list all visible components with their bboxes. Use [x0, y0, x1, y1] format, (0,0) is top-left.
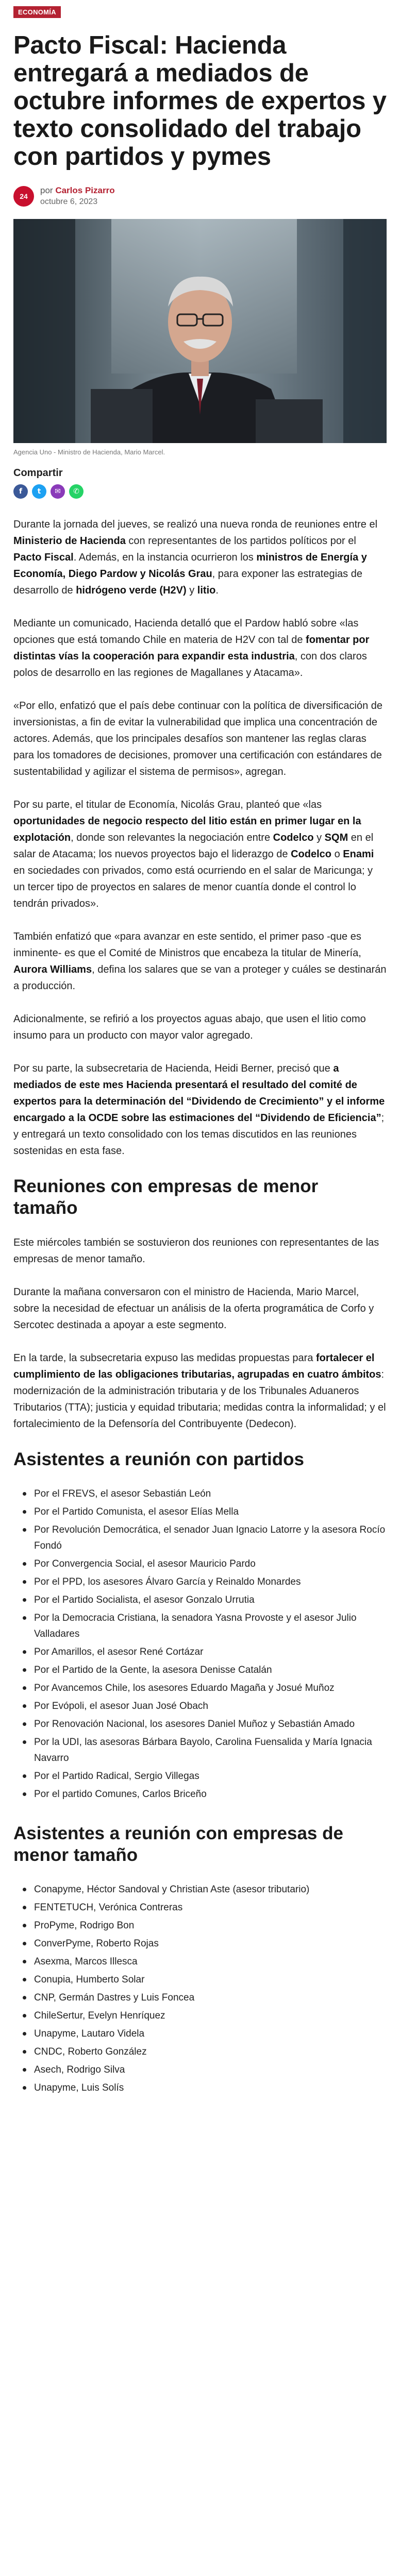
list-item: Por la UDI, las asesoras Bárbara Bayolo, Carolina Fuensalida y María Ignacia Navarro	[13, 1734, 387, 1766]
bold-text: Codelco	[291, 849, 332, 860]
bold-text: oportunidades de negocio respecto del litio están en primer lugar en la explotación	[13, 816, 361, 843]
minister-photo-illustration	[13, 219, 387, 443]
list-item: ChileSertur, Evelyn Henríquez	[13, 2008, 387, 2024]
text-run: Este miércoles también se sostuvieron dos reuniones con representantes de las empresas de menor tamaño.	[13, 1237, 379, 1265]
list-item: Por el Partido Socialista, el asesor Gonzalo Urrutia	[13, 1592, 387, 1608]
attendees-empresas-list	[13, 1882, 387, 2096]
text-run: : modernización de la administración tributaria y de los Tribunales Aduaneros Tributarios (TTA); justicia y equidad tributaria; medidas contra la informalidad; y el fortalecimiento de la Defensoría del Contribuyente (Dedecon).	[13, 1369, 386, 1430]
byline-prefix: por	[40, 185, 53, 195]
paragraph	[13, 928, 387, 994]
facebook-icon[interactable]: f	[13, 484, 28, 499]
text-run: o	[331, 849, 343, 860]
text-run: También enfatizó que «para avanzar en este sentido, el primer paso -que es inminente- es que el Comité de Ministros que encabeza la titular de Minería,	[13, 931, 361, 959]
paragraph	[13, 1350, 387, 1432]
paragraph	[13, 1060, 387, 1159]
text-run: Adicionalmente, se refirió a los proyectos aguas abajo, que usen el litio como insumo para un producto con mayor valor agregado.	[13, 1013, 366, 1041]
attendees-partidos-list	[13, 1486, 387, 1802]
paragraph	[13, 1284, 387, 1333]
text-run: en el salar de Atacama; los nuevos proyectos bajo el liderazgo de	[13, 832, 374, 860]
paragraph	[13, 1011, 387, 1044]
list-item: Unapyme, Luis Solís	[13, 2080, 387, 2096]
list-item: Conupia, Humberto Solar	[13, 1972, 387, 1988]
list-item: Por Convergencia Social, el asesor Mauricio Pardo	[13, 1556, 387, 1572]
list-item: Asech, Rodrigo Silva	[13, 2062, 387, 2078]
list-item: Por la Democracia Cristiana, la senadora Yasna Provoste y el asesor Julio Valladares	[13, 1610, 387, 1642]
list-item: ConverPyme, Roberto Rojas	[13, 1936, 387, 1952]
bold-text: Codelco	[273, 832, 314, 843]
list-item: Por el partido Comunes, Carlos Briceño	[13, 1786, 387, 1802]
section-heading-menor-tamano: Reuniones con empresas de menor tamaño	[13, 1176, 319, 1218]
list-item: Unapyme, Lautaro Videla	[13, 2026, 387, 2042]
article-title: Pacto Fiscal: Hacienda entregará a mediados de octubre informes de expertos y texto consolidado del trabajo con partidos y pymes	[13, 31, 387, 171]
bold-text: fortalecer el cumplimiento de las obligaciones tributarias, agrupadas en cuatro ámbitos	[13, 1352, 381, 1380]
author-link[interactable]: Carlos Pizarro	[55, 185, 115, 195]
list-item: Por Evópoli, el asesor Juan José Obach	[13, 1698, 387, 1714]
text-run: y	[313, 832, 325, 843]
list-item: Por Revolución Democrática, el senador Juan Ignacio Latorre y la asesora Rocío Fondó	[13, 1522, 387, 1554]
list-item: CNP, Germán Dastres y Luis Foncea	[13, 1990, 387, 2006]
bold-text: Pacto Fiscal	[13, 552, 74, 563]
text-run: , para exponer las estrategias de desarrollo de	[13, 568, 362, 596]
bold-text: Enami	[343, 849, 374, 860]
bold-text: a mediados de este mes Hacienda presentará el resultado del comité de expertos para la determinación del “Dividendo de Crecimiento” y el informe encargado a la OCDE sobre las estimaciones del “Dividendo de Eficiencia”	[13, 1063, 385, 1124]
text-run: En la tarde, la subsecretaria expuso las medidas propuestas para	[13, 1352, 316, 1364]
list-item: Por el Partido Radical, Sergio Villegas	[13, 1768, 387, 1784]
list-item: Por Amarillos, el asesor René Cortázar	[13, 1644, 387, 1660]
text-run: Durante la mañana conversaron con el ministro de Hacienda, Mario Marcel, sobre la necesidad de efectuar un análisis de la oferta programática de Corfo y Sercotec destinada a apoyar a este segmento.	[13, 1286, 374, 1331]
byline-text	[40, 185, 115, 208]
photo-caption: Agencia Uno - Ministro de Hacienda, Mario Marcel.	[13, 448, 165, 456]
text-run: «Por ello, enfatizó que el país debe continuar con la política de diversificación de inversionistas, a fin de evitar la vulnerabilidad que implica una concentración de actores. Además, que los principales desafíos son mantener las reglas claras para los tomadores de decisiones, promover una certificación con estándares de sustentabilidad y agilizar el sistema de permisos», agregan.	[13, 700, 383, 777]
paragraph	[13, 1234, 387, 1267]
text-run: Mediante un comunicado, Hacienda detalló que el Pardow habló sobre «las opciones que está tomando Chile en materia de H2V con tal de	[13, 618, 359, 646]
bold-text: fomentar por distintas vías la cooperación para expandir esta industria	[13, 634, 370, 662]
text-run: en sociedades con privados, como está ocurriendo en el salar de Maricunga; y un tercer tipo de proyectos en salares de menor cuantía donde el control lo tendrán privados».	[13, 865, 373, 909]
text-run: Por su parte, la subsecretaria de Hacienda, Heidi Berner, precisó que	[13, 1063, 334, 1074]
list-item: ProPyme, Rodrigo Bon	[13, 1918, 387, 1934]
list-item: Por el Partido de la Gente, la asesora Denisse Catalán	[13, 1662, 387, 1678]
text-run: Durante la jornada del jueves, se realizó una nueva ronda de reuniones entre el	[13, 519, 378, 530]
text-run: . Además, en la instancia ocurrieron los	[73, 552, 257, 563]
list-item: Por el PPD, los asesores Álvaro García y Reinaldo Monardes	[13, 1574, 387, 1590]
bold-text: hidrógeno verde (H2V)	[76, 585, 187, 596]
text-run: y	[186, 585, 197, 596]
email-icon[interactable]: ✉	[51, 484, 65, 499]
paragraph	[13, 516, 387, 599]
list-item: FENTETUCH, Verónica Contreras	[13, 1900, 387, 1916]
twitter-icon[interactable]: t	[32, 484, 46, 499]
section-heading-empresas: Asistentes a reunión con empresas de menor tamaño	[13, 1823, 343, 1865]
section-menor-tamano-body	[13, 1234, 387, 1432]
list-item: Conapyme, Héctor Sandoval y Christian Aste (asesor tributario)	[13, 1882, 387, 1897]
text-run: con representantes de los partidos políticos por el	[125, 535, 356, 547]
category-badge[interactable]: ECONOMÍA	[13, 6, 61, 18]
paragraph	[13, 796, 387, 912]
publish-date: octubre 6, 2023	[40, 197, 98, 206]
paragraph	[13, 615, 387, 681]
list-item: Por el Partido Comunista, el asesor Elías Mella	[13, 1504, 387, 1520]
article-body	[13, 516, 387, 1159]
whatsapp-icon[interactable]: ✆	[69, 484, 84, 499]
bold-text: Ministerio de Hacienda	[13, 535, 126, 547]
text-run: .	[215, 585, 219, 596]
author-avatar[interactable]: 24	[13, 186, 34, 207]
share-buttons	[13, 484, 387, 499]
text-run: , donde son relevantes la negociación entre	[71, 832, 273, 843]
text-run: Por su parte, el titular de Economía, Nicolás Grau, planteó que «las	[13, 799, 322, 810]
section-heading-partidos: Asistentes a reunión con partidos	[13, 1449, 304, 1469]
bold-text: litio	[197, 585, 216, 596]
list-item: Por Avancemos Chile, los asesores Eduardo Magaña y Josué Muñoz	[13, 1680, 387, 1696]
list-item: Asexma, Marcos Illesca	[13, 1954, 387, 1970]
text-run: , con dos claros polos de desarrollo en las regiones de Magallanes y Atacama».	[13, 651, 367, 679]
text-run: ; y entregará un texto consolidado con los temas discutidos en las reuniones sostenidas en esta fase.	[13, 1112, 385, 1157]
share-heading: Compartir	[13, 467, 63, 479]
paragraph	[13, 698, 387, 780]
list-item: Por el FREVS, el asesor Sebastián León	[13, 1486, 387, 1502]
byline	[13, 185, 387, 208]
list-item: CNDC, Roberto González	[13, 2044, 387, 2060]
article-photo	[13, 219, 387, 443]
text-run: , defina los salares que se van a proteger y cuáles se destinarán a producción.	[13, 964, 387, 992]
bold-text: Aurora Williams	[13, 964, 92, 975]
bold-text: ministros de Energía y Economía, Diego Pardow y Nicolás Grau	[13, 552, 367, 580]
bold-text: SQM	[324, 832, 348, 843]
list-item: Por Renovación Nacional, los asesores Daniel Muñoz y Sebastián Amado	[13, 1716, 387, 1732]
